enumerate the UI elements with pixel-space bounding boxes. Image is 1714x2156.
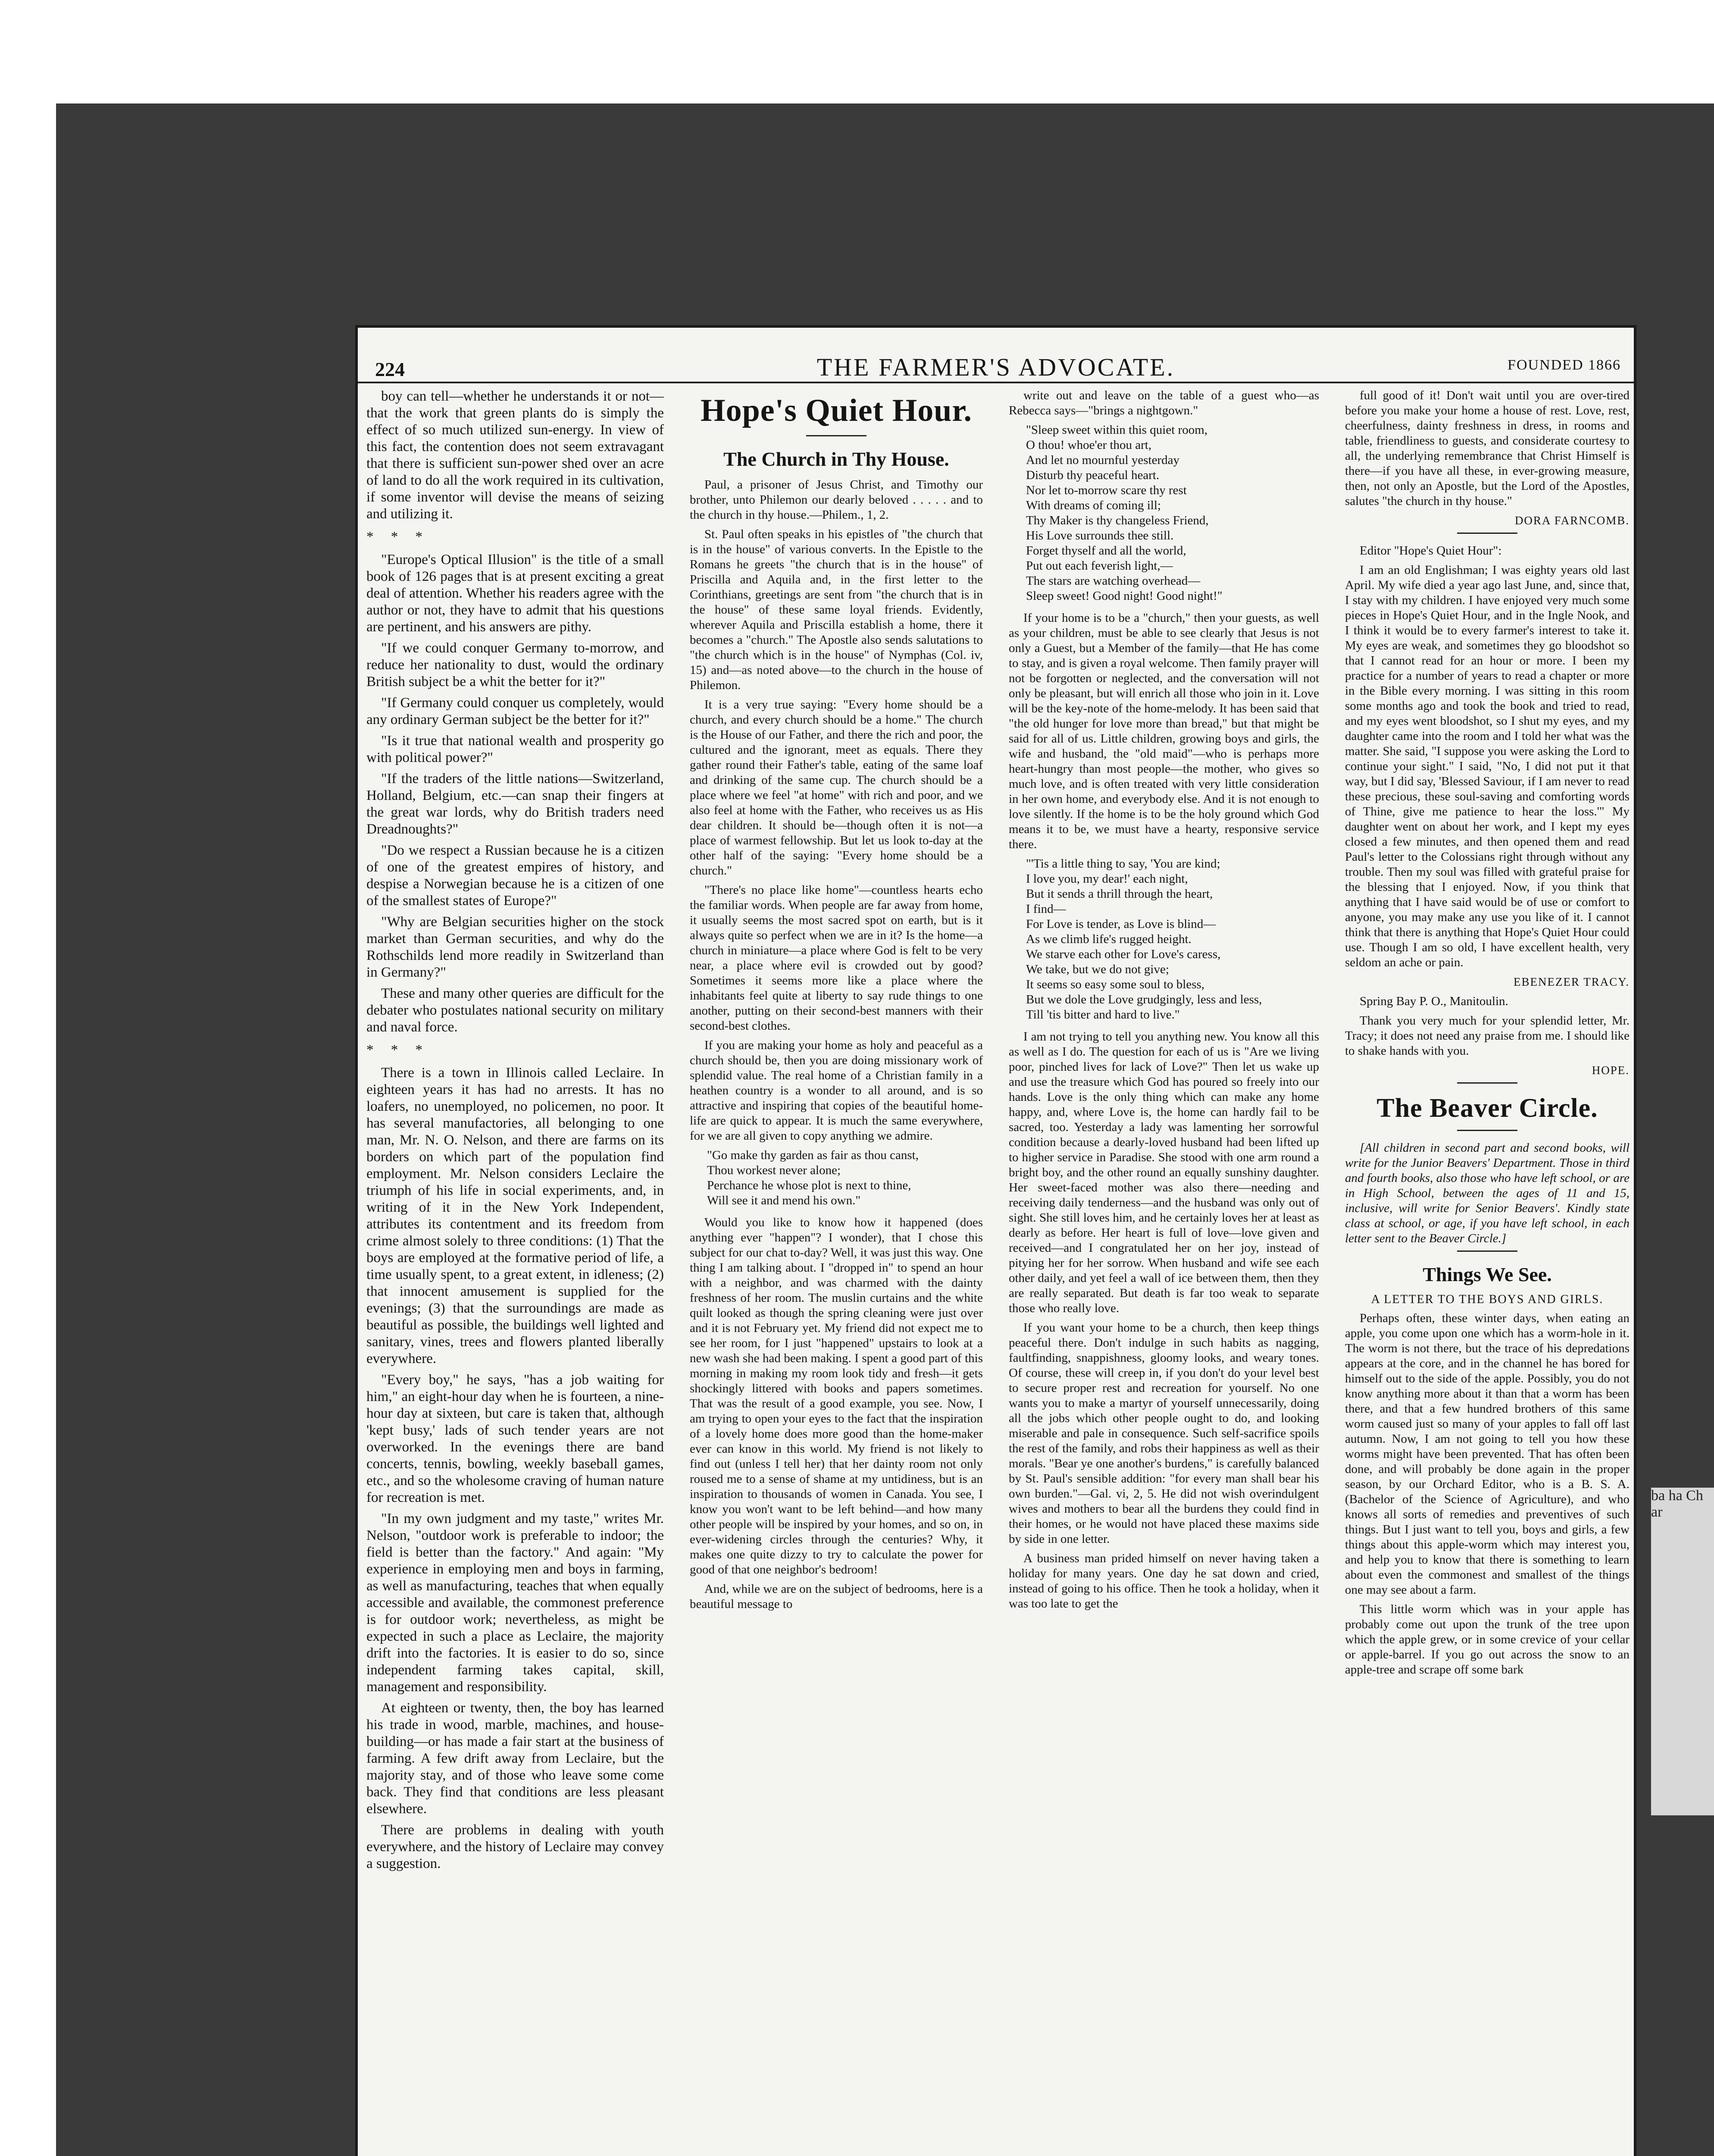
article-title: The Church in Thy House. [723,448,949,470]
section-title: The Beaver Circle. [1376,1094,1598,1123]
paragraph: It is a very true saying: "Every home should be a church, and every church should be a home." The church is the House of our Father, and there the rich and poor, the cultured and the ignorant, meet as equals. There they gather round their Father's table, eating of the same loaf and drinking of the same cup. The church should be a place where we feel "at home" with rich and poor, and we also feel at home with the Father, who receives us as His dear children. It should be—though often it is not—a place of warmest fellowship. But let us look to-day at the other half of the saying: "Every home should be a church." [690,698,983,877]
verse-line: "Go make thy garden as fair as thou canst, [707,1148,919,1162]
verse-line: With dreams of coming ill; [1026,498,1161,512]
section-title: Hope's Quiet Hour. [701,393,972,428]
title-rule [806,435,866,436]
verse-line: Perchance he whose plot is next to thine, [707,1178,911,1192]
masthead: THE FARMER'S ADVOCATE. [816,353,1175,381]
verse-line: Forget thyself and all the world, [1026,544,1186,558]
verse [1026,423,1319,604]
paragraph: At eighteen or twenty, then, the boy has learned his trade in wood, marble, machines, and house-building—or has made a fair start at the business of farming. A few drift away from Leclaire, but the majority stay, and of those who leave some come back. They find that conditions are less pleasant elsewhere. [366,1700,664,1817]
paragraph: "In my own judgment and my taste," writes Mr. Nelson, "outdoor work is preferable to indoor; the field is better than the factory." And again: "My experience in employing men and boys in farming, as well as manufacturing, teaches that when equally accessible and available, the commonest preference is for outdoor work; nevertheless, as might be expected in such a place as Leclaire, the majority drift into the factories. It is easier to do so, since independent farming takes capital, skill, management and responsibility. [366,1511,664,1695]
title-rule [1457,1130,1517,1131]
paragraph: Perhaps often, these winter days, when eating an apple, you come upon one which has a worm-hole in it. The worm is not there, but the trace of his depredations appears at the core, and in the channel he has bored for himself out to the side of the apple. Possibly, you do not know anything more about it than that a worm has been there, and that a few hundred brothers of this same worm caused just so many of your apples to fall off last autumn. Now, I am not going to tell you how these worms might have been prevented. That has often been done, and will probably be done again in the proper season, by our Orchard Editor, who is a B. S. A. (Bachelor of the Science of Agriculture), and who knows all sorts of remedies and preventives of such things. But I just want to tell you, boys and girls, a few things about this apple-worm which may interest you, and help you to know that there is something to learn about even the commonest and smallest of the things one may see about a farm. [1345,1311,1630,1597]
signature: DORA FARNCOMB. [1514,514,1630,527]
verse-line: Will see it and mend his own." [707,1194,861,1207]
signature: EBENEZER TRACY. [1513,975,1630,988]
paragraph: "If we could conquer Germany to-morrow, and reduce her nationality to dust, would the ordinary British subject be a whit the better for it?" [366,640,664,689]
verse [1026,856,1319,1022]
article-title: Things We See. [1423,1263,1552,1285]
paragraph: And, while we are on the subject of bedrooms, here is a beautiful message to [690,1582,983,1611]
adjacent-page-text: ba ha Ch ar [1651,1488,1703,1520]
verse-line: And let no mournful yesterday [1026,453,1179,467]
paragraph: If you are making your home as holy and peaceful as a church should be, then you are doing missionary work of splendid value. The real home of a Christian family in a heathen country is a wonder to all around, and is so attractive and inspiring that copies of the beautiful home-life are quick to appear. It is much the same everywhere, for we are all given to copy anything we admire. [690,1038,983,1143]
paragraph: Editor "Hope's Quiet Hour": [1360,544,1502,558]
scan-margin-top [0,0,1714,112]
paragraph: "If the traders of the little nations—Switzerland, Holland, Belgium, etc.—can snap their fingers at the great war lords, why do British traders need Dreadnoughts?" [366,771,664,837]
page-header [358,328,1634,379]
paragraph: full good of it! Don't wait until you are over-tired before you make your home a house of rest. Love, rest, cheerfulness, dainty freshness in dress, in rooms and table, friendliness to guests, and considerate courtesy to all, the underlying remembrance that Christ Himself is there—if you have all these, in ever-growing measure, then, not only an Apostle, but the Lord of the Apostles, salutes "the church in thy house." [1345,389,1630,508]
paragraph: I am an old Englishman; I was eighty years old last April. My wife died a year ago last June, and, since that, I stay with my children. I have enjoyed very much some pieces in Hope's Quiet Hour, and in the Ingle Nook, and I think it would be to every farmer's interest to take it. My eyes are weak, and sometimes they go bloodshot so that I cannot read for an hour or more. I been my practice for a number of years to read a chapter or more in the Bible every morning. I was sitting in this room some months ago and took the book and tried to read, and my eyes went bloodshot, so I shut my eyes, and my daughter came into the room and I told her what was the matter. She said, "I suppose you were asking the Lord to continue your sight." I said, "No, I did not put it that way, but I did say, 'Blessed Saviour, if I am never to read these precious, these soul-saving and comforting words of Thine, give me patience to hear the loss.'" My daughter went on about her work, and I kept my eyes closed a few minutes, and then opened them and read Paul's letter to the Colossians right through without any trouble. Then my soul was filled with grateful praise for the blessing that I enjoyed. Now, if you think that anything that I have said would be of use or comfort to anyone, you may make any use you like of it. I cannot think that there is anything that Hope's Quiet Hour could use. Though I am so old, I have excellent health, very seldom an ache or pain. [1345,563,1630,969]
section-divider: * * * [366,529,429,545]
paragraph: Thank you very much for your splendid letter, Mr. Tracy; it does not need any praise from me. I should like to shake hands with you. [1345,1014,1630,1058]
section-divider: * * * [366,1042,429,1058]
column-1 [366,388,664,2156]
verse-line: "Sleep sweet within this quiet room, [1026,423,1208,437]
paragraph: "Europe's Optical Illusion" is the title of a small book of 126 pages that is at present exciting a great deal of attention. Whether his readers agree with the author or not, they have to admit that his questions are pertinent, and his answers are pithy. [366,552,664,635]
verse-line: Disturb thy peaceful heart. [1026,468,1160,482]
paragraph: A business man prided himself on never having taken a holiday for many years. One day he sat down and cried, instead of going to his office. Then he took a holiday, when it was too late to get the [1009,1551,1319,1611]
verse-line: Nor let to-morrow scare thy rest [1026,483,1187,497]
adjacent-page-fragment [1651,1488,1714,1815]
paragraph: "Do we respect a Russian because he is a citizen of one of the greatest empires of history, and despise a Norwegian because he is a citizen of one of the smallest states of Europe?" [366,843,664,909]
paragraph: write out and leave on the table of a guest who—as Rebecca says—"brings a nightgown." [1009,389,1319,417]
paragraph: "Is it true that national wealth and prosperity go with political power?" [366,733,664,765]
paragraph: I am not trying to tell you anything new. You know all this as well as I do. The question for each of us is "Are we living poor, pinched lives for lack of Love?" Then let us wake up and use the treasure which God has poured so freely into our hands. Love is the only thing which can make any home happy, and, where Love is, the home can hardly fail to be sacred, too. Yesterday a lady was lamenting her sorrowful condition because a dearly-loved husband had been lifted up to higher service in Paradise. She stood with one arm round a bright boy, and the other round an equally sunshiny daughter. Her sweet-faced mother was also there—needing and receiving daily tenderness—and the husband was only out of sight. She still loves him, and he certainly loves her at least as dearly as before. Her heart is full of love—love given and received—and I congratulated her on her joy, instead of pitying her for her sorrow. When husband and wife see each other daily, and yet feel a wall of ice between them, then they are really separated. But death is far too weak to separate those who really love. [1009,1030,1319,1315]
verse-line: But it sends a thrill through the heart, [1026,887,1213,901]
verse-line: Sleep sweet! Good night! Good night!" [1026,589,1223,603]
verse-line: Thou workest never alone; [707,1163,841,1177]
header-rule [358,382,1634,383]
divider-rule [1457,1250,1517,1252]
verse-line: It seems so easy some soul to bless, [1026,978,1205,991]
newspaper-page [358,328,1634,2156]
verse-line: The stars are watching overhead— [1026,574,1201,588]
paragraph: If your home is to be a "church," then your guests, as well as your children, must be able to see clearly that Jesus is not only a Guest, but a Member of the family—that He has come to stay, and is given a royal welcome. Then family prayer will not be forgotten or neglected, and the conversation will not only be pleasant, but will enrich all those who join in it. Love will be the key-note of the home-melody. It has been said that "the old hunger for love more than bread," but that might be said for all of us. Little children, growing boys and girls, the wife and husband, the "old maid"—who is perhaps more heart-hungry than most people—the mother, who gives so much love, and is often treated with very little consideration in her own home, and everybody else. And it is not enough to love silently. If the home is to be the holy ground which God means it to be, we must have a hearty, responsive service there. [1009,611,1319,851]
paragraph: "Why are Belgian securities higher on the stock market than German securities, and why do the Rothschilds lend more readily in Switzerland than in Germany?" [366,914,664,980]
divider-rule [1457,533,1517,534]
signature: HOPE. [1592,1064,1630,1077]
verse-line: "'Tis a little thing to say, 'You are kind; [1026,857,1220,871]
paragraph: Would you like to know how it happened (does anything ever "happen"? I wonder), that I chose this subject for our chat to-day? Well, it was just this way. One thing I am talking about. I "dropped in" to spend an hour with a neighbor, and was charmed with the dainty freshness of her room. The muslin curtains and the white quilt looked as though the spring cleaning were just over and it is not February yet. My friend did not expect me to see her room, for I just "happened" upstairs to look at a new wash she had been making. I spent a good part of this morning in making my room look tidy and fresh—it gets shockingly littered with books and papers sometimes. That was the result of a good example, you see. Now, I am trying to open your eyes to the fact that the inspiration of a lovely home does more good than the home-maker ever can know in this world. My friend is not likely to find out (unless I tell her) that her dainty room not only roused me to a sense of shame at my untidiness, but is an inspiration to thousands of women in Canada. You see, I know you won't want to be left behind—and how many other people will be inspired by your homes, and so on, in ever-widening circles through the centuries? Why, it makes one quite dizzy to try to calculate the power for good of that one neighbor's bedroom! [690,1216,983,1576]
paragraph: "If Germany could conquer us completely, would any ordinary German subject be the better for it?" [366,695,664,727]
paragraph: "There's no place like home"—countless hearts echo the familiar words. When people are far away from home, it usually seems the most sacred spot on earth, but is it always quite so perfect when we are in it? Is the home—a church in miniature—a place where God is felt to be very near, a place where evil is crowded out by good? Sometimes it seems more like a place where the inhabitants feel quite at liberty to say rude things to one another, putting on their second-best manners with their second-best clothes. [690,883,983,1033]
paragraph: Spring Bay P. O., Manitoulin. [1360,994,1508,1008]
verse-line: Till 'tis bitter and hard to live." [1026,1008,1180,1022]
scan-margin-left [0,0,56,2156]
page-number: 224 [375,358,405,380]
column-4 [1345,388,1630,2156]
paragraph: St. Paul often speaks in his epistles of "the church that is in the house" of various converts. In the Epistle to the Romans he greets "the church that is in the house" of Priscilla and Aquila and, in the first letter to the Corinthians, greetings are sent from "the church that is in the house" of these same loyal friends. Evidently, wherever Aquila and Priscilla establish a home, there it becomes a "church." The Apostle also sends salutations to "the church which is in the house" of Nymphas (Col. iv, 15) and—as noted above—to the church in the house of Philemon. [690,527,983,692]
divider-rule [1457,1082,1517,1084]
paragraph: This little worm which was in your apple has probably come out upon the trunk of the tree upon which the apple grew, or in some crevice of your cellar or apple-barrel. If you go out across the snow to an apple-tree and scrape off some bark [1345,1602,1630,1677]
verse-line: We take, but we do not give; [1026,962,1169,976]
verse-line: His Love surrounds thee still. [1026,529,1174,542]
verse-line: As we climb life's rugged height. [1026,932,1192,946]
paragraph: If you want your home to be a church, then keep things peaceful there. Don't indulge in such habits as nagging, faultfinding, snappishness, gloomy looks, and weary tones. Of course, these will creep in, if you don't do your level best to secure proper rest and recreation for yourself. No one wants you to make a martyr of yourself unnecessarily, doing all the jobs which other people ought to do, and looking miserable and pale in consequence. Such self-sacrifice spoils the rest of the family, and robs their happiness as well as their morals. "Bear ye one another's burdens," is carefully balanced by St. Paul's sensible addition: "for every man shall bear his own burden."—Gal. vi, 2, 5. He did not wish overindulgent wives and mothers to bear all the burdens they could find in their homes, or he would not have placed these maxims side by side in one letter. [1009,1321,1319,1546]
column-3 [1009,388,1319,2156]
verse-line: For Love is tender, as Love is blind— [1026,917,1216,931]
column-2 [690,388,983,2156]
verse-line: O thou! whoe'er thou art, [1026,438,1152,452]
verse-line: I love you, my dear!' each night, [1026,872,1188,886]
verse-line: Put out each feverish light,— [1026,559,1173,573]
paragraph: There is a town in Illinois called Leclaire. In eighteen years it has had no arrests. It has no loafers, no unemployed, no policemen, no poor. It has several manufactories, all belonging to one man, Mr. N. O. Nelson, and there are farms on its borders on which part of the population find employment. Mr. Nelson considers Leclaire the triumph of his life in social experiments, and, in writing of it in the New York Independent, attributes its contentment and its freedom from crime almost solely to three conditions: (1) That the boys are employed at the formative period of life, a time usually spent, to a great extent, in idleness; (2) that innocent amusement is supplied for the evenings; (3) that the surroundings are made as beautiful as possible, the buildings well lighted and sanitary, vines, trees and flowers planted liberally everywhere. [366,1065,664,1366]
article-subtitle: A LETTER TO THE BOYS AND GIRLS. [1371,1293,1604,1306]
paragraph: [All children in second part and second books, will write for the Junior Beavers' Department. Those in third and fourth books, also those who have left school, or are in High School, between the ages of 11 and 15, inclusive, will write for Senior Beavers'. Kindly state class at school, or age, if you have left school, in each letter sent to the Beaver Circle.] [1345,1141,1630,1245]
verse-line: We starve each other for Love's caress, [1026,947,1221,961]
verse-line: But we dole the Love grudgingly, less and less, [1026,993,1262,1006]
verse-line: Thy Maker is thy changeless Friend, [1026,514,1209,527]
paragraph: Paul, a prisoner of Jesus Christ, and Timothy our brother, unto Philemon our dearly beloved . . . . . and to the church in thy house.—Philem., 1, 2. [690,478,983,522]
verse [707,1148,983,1208]
verse-line: I find— [1026,902,1066,916]
paragraph: There are problems in dealing with youth everywhere, and the history of Leclaire may convey a suggestion. [366,1822,664,1871]
paragraph: These and many other queries are difficult for the debater who postulates national security on military and naval force. [366,986,664,1035]
paragraph: boy can tell—whether he understands it or not—that the work that green plants do is simply the effect of so much utilized sun-energy. In view of this fact, the contention does not seem extravagant that there is sufficient sun-power shed over an acre of land to do all the work required in its cultivation, if some inventor will devise the means of seizing and utilizing it. [366,389,664,522]
founded-year: FOUNDED 1866 [1508,357,1621,373]
paragraph: "Every boy," he says, "has a job waiting for him," an eight-hour day when he is fourteen, a nine-hour day at sixteen, but care is taken that, although 'kept busy,' lads of such tender years are not overworked. In the evenings there are band concerts, tennis, bowling, weekly baseball games, etc., and so the wholesome craving of human nature for recreation is met. [366,1372,664,1505]
